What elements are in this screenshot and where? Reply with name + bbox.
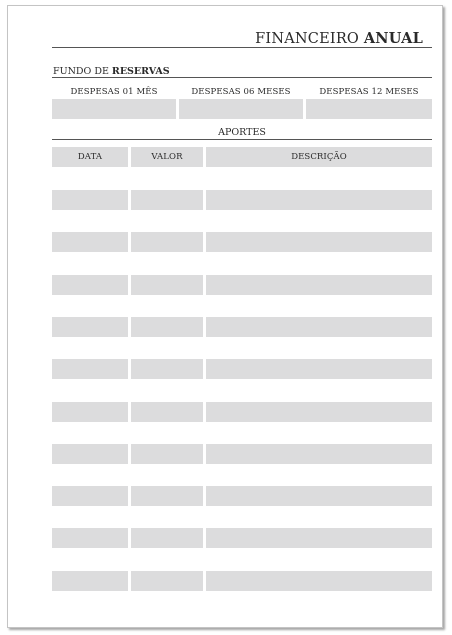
- fundo-col-12-meses: DESPESAS 12 MESES: [319, 87, 419, 97]
- aportes-row-8-data-field[interactable]: [52, 486, 128, 506]
- fundo-label-light: FUNDO DE: [53, 66, 109, 77]
- aportes-row-4-data-field[interactable]: [52, 317, 128, 337]
- aportes-row-7-data-field[interactable]: [52, 444, 128, 464]
- fundo-field-12-meses[interactable]: [306, 99, 432, 119]
- page-sheet: [7, 5, 443, 628]
- aportes-row-1-descricao-field[interactable]: [206, 190, 432, 210]
- aportes-row-4-descricao-field[interactable]: [206, 317, 432, 337]
- fundo-divider: [52, 77, 432, 78]
- aportes-col-valor: VALOR: [151, 152, 183, 162]
- aportes-row-9-data-field[interactable]: [52, 528, 128, 548]
- aportes-row-9-descricao-field[interactable]: [206, 528, 432, 548]
- aportes-row-6-valor-field[interactable]: [131, 402, 203, 422]
- aportes-row-1-data-field[interactable]: [52, 190, 128, 210]
- aportes-row-5-data-field[interactable]: [52, 359, 128, 379]
- aportes-col-descricao: DESCRIÇÃO: [291, 152, 347, 162]
- aportes-row-7-valor-field[interactable]: [131, 444, 203, 464]
- aportes-row-7-descricao-field[interactable]: [206, 444, 432, 464]
- fundo-col-06-meses: DESPESAS 06 MESES: [191, 87, 291, 97]
- aportes-divider: [52, 139, 432, 140]
- aportes-row-8-valor-field[interactable]: [131, 486, 203, 506]
- aportes-row-3-descricao-field[interactable]: [206, 275, 432, 295]
- fundo-section-label: [53, 66, 170, 77]
- aportes-row-10-descricao-field[interactable]: [206, 571, 432, 591]
- aportes-row-1-valor-field[interactable]: [131, 190, 203, 210]
- aportes-row-6-data-field[interactable]: [52, 402, 128, 422]
- title-divider: [52, 47, 432, 48]
- title-bold: ANUAL: [363, 30, 423, 47]
- aportes-row-2-descricao-field[interactable]: [206, 232, 432, 252]
- aportes-row-3-valor-field[interactable]: [131, 275, 203, 295]
- aportes-row-9-valor-field[interactable]: [131, 528, 203, 548]
- aportes-title: APORTES: [218, 127, 266, 138]
- aportes-row-10-valor-field[interactable]: [131, 571, 203, 591]
- aportes-row-8-descricao-field[interactable]: [206, 486, 432, 506]
- aportes-row-5-valor-field[interactable]: [131, 359, 203, 379]
- aportes-row-10-data-field[interactable]: [52, 571, 128, 591]
- fundo-col-01-mes: DESPESAS 01 MÊS: [70, 87, 158, 97]
- aportes-row-5-descricao-field[interactable]: [206, 359, 432, 379]
- aportes-row-2-valor-field[interactable]: [131, 232, 203, 252]
- aportes-row-4-valor-field[interactable]: [131, 317, 203, 337]
- title-light: FINANCEIRO: [255, 31, 360, 47]
- page-title: [255, 30, 423, 47]
- aportes-col-data: DATA: [77, 152, 103, 162]
- fundo-label-bold: RESERVAS: [111, 66, 170, 77]
- aportes-row-6-descricao-field[interactable]: [206, 402, 432, 422]
- aportes-row-2-data-field[interactable]: [52, 232, 128, 252]
- aportes-row-3-data-field[interactable]: [52, 275, 128, 295]
- fundo-field-06-meses[interactable]: [179, 99, 303, 119]
- fundo-field-01-mes[interactable]: [52, 99, 176, 119]
